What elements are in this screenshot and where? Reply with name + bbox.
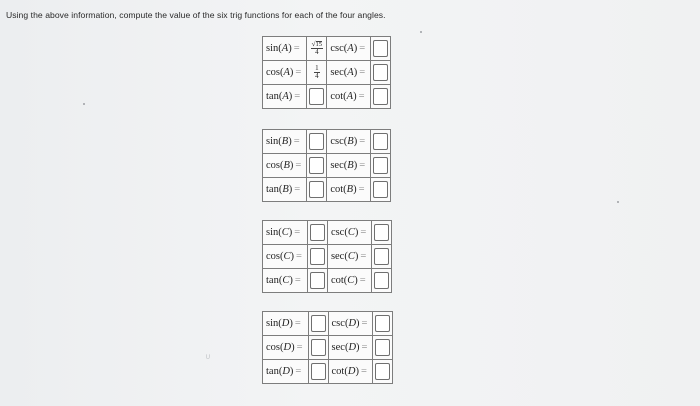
sec-function-name: sec	[330, 251, 345, 262]
cos-answer-input[interactable]	[311, 339, 326, 356]
tan-value-cell[interactable]	[307, 178, 327, 202]
sec-answer-input[interactable]	[373, 64, 388, 81]
table-row	[263, 245, 392, 269]
trig-table-angle-a	[262, 36, 391, 109]
sec-label-cell: sec(B) =	[327, 154, 371, 178]
cot-label-cell: cot(A) =	[327, 85, 371, 109]
tan-answer-input[interactable]	[310, 272, 325, 289]
cot-answer-input[interactable]	[375, 363, 390, 380]
sin-answer-input[interactable]	[311, 315, 326, 332]
cos-value-cell[interactable]	[308, 336, 328, 360]
sin-value-cell[interactable]	[307, 221, 327, 245]
background-mark	[83, 103, 85, 105]
sec-label-cell: sec(A) =	[327, 61, 371, 85]
cos-value-cell[interactable]	[307, 245, 327, 269]
angle-label: A	[346, 91, 354, 102]
cos-function-name: cos	[266, 251, 280, 262]
sin-value-cell[interactable]	[307, 130, 327, 154]
background-mark	[617, 201, 619, 203]
sec-function-name: sec	[331, 342, 345, 353]
angle-label: B	[281, 136, 289, 147]
sec-value-cell[interactable]	[371, 154, 391, 178]
cos-value-cell[interactable]	[307, 154, 327, 178]
angle-label: B	[347, 160, 354, 171]
angle-label: B	[347, 136, 354, 147]
sin-given-value	[311, 41, 323, 56]
tan-answer-input[interactable]	[309, 181, 324, 198]
sec-value-cell[interactable]	[372, 245, 392, 269]
cot-function-name: cot	[330, 91, 344, 102]
cot-answer-input[interactable]	[373, 88, 388, 105]
sec-function-name: sec	[330, 67, 344, 78]
table-row	[263, 312, 393, 336]
sec-answer-input[interactable]	[374, 248, 389, 265]
angle-label: D	[348, 342, 357, 353]
sec-answer-input[interactable]	[373, 157, 388, 174]
angle-label: B	[282, 184, 289, 195]
angle-label: A	[282, 91, 289, 102]
angle-label: D	[283, 342, 292, 353]
tan-function-name: tan	[266, 275, 279, 286]
instruction-text: Using the above information, compute the value of the six trig functions for each of the four angles.	[6, 10, 386, 20]
angle-label: A	[347, 67, 354, 78]
csc-value-cell[interactable]	[373, 312, 393, 336]
fraction-numerator: 1	[315, 64, 319, 72]
cos-answer-input[interactable]	[310, 248, 325, 265]
angle-label: C	[283, 251, 291, 262]
csc-function-name: csc	[330, 136, 344, 147]
csc-answer-input[interactable]	[375, 315, 390, 332]
radicand: 15	[315, 41, 323, 48]
csc-label-cell: csc(B) =	[327, 130, 371, 154]
table-row	[263, 221, 392, 245]
csc-value-cell[interactable]	[371, 130, 391, 154]
sin-label-cell: sin(A) =	[263, 37, 307, 61]
sin-value-cell	[307, 37, 327, 61]
csc-label-cell: csc(D) =	[328, 312, 373, 336]
fraction-numerator-sqrt: √ 15	[311, 40, 323, 48]
sin-answer-input[interactable]	[310, 224, 325, 241]
sin-function-name: sin	[266, 43, 279, 54]
table-row	[263, 269, 392, 293]
angle-label: C	[347, 251, 355, 262]
fraction-denominator: 4	[315, 48, 319, 56]
sec-label-cell: sec(C) =	[327, 245, 371, 269]
angle-label: C	[282, 275, 290, 286]
tan-value-cell[interactable]	[308, 360, 328, 384]
cot-function-name: cot	[330, 184, 344, 195]
angle-label: B	[346, 184, 354, 195]
cos-value-cell	[307, 61, 327, 85]
angle-label: D	[348, 318, 357, 329]
sec-value-cell[interactable]	[371, 61, 391, 85]
table-row	[263, 336, 393, 360]
table-row	[263, 61, 391, 85]
tan-label-cell: tan(C) =	[263, 269, 308, 293]
cos-label-cell: cos(C) =	[263, 245, 308, 269]
angle-label: A	[347, 43, 354, 54]
angle-label: C	[347, 227, 355, 238]
cot-value-cell[interactable]	[372, 269, 392, 293]
sec-function-name: sec	[330, 160, 344, 171]
angle-label: D	[347, 366, 356, 377]
csc-value-cell[interactable]	[372, 221, 392, 245]
cot-answer-input[interactable]	[373, 181, 388, 198]
csc-function-name: csc	[330, 43, 344, 54]
table-row	[263, 130, 391, 154]
cot-label-cell: cot(D) =	[328, 360, 373, 384]
tan-function-name: tan	[266, 366, 279, 377]
cos-label-cell: cos(D) =	[263, 336, 309, 360]
sin-function-name: sin	[266, 318, 279, 329]
sin-label-cell: sin(B) =	[263, 130, 307, 154]
cot-function-name: cot	[330, 275, 344, 286]
tan-function-name: tan	[266, 91, 279, 102]
angle-label: A	[283, 67, 290, 78]
sin-function-name: sin	[266, 136, 279, 147]
table-row	[263, 37, 391, 61]
angle-label: C	[281, 227, 289, 238]
background-mark: ∪	[205, 352, 211, 361]
table-row	[263, 360, 393, 384]
csc-label-cell: csc(A) =	[327, 37, 371, 61]
cos-function-name: cos	[266, 67, 280, 78]
tan-label-cell: tan(D) =	[263, 360, 309, 384]
table-row	[263, 85, 391, 109]
table-row	[263, 154, 391, 178]
cot-value-cell[interactable]	[371, 85, 391, 109]
tan-answer-input[interactable]	[309, 88, 324, 105]
trig-table-angle-d	[262, 311, 393, 384]
csc-label-cell: csc(C) =	[327, 221, 371, 245]
sec-answer-input[interactable]	[375, 339, 390, 356]
csc-answer-input[interactable]	[374, 224, 389, 241]
sin-function-name: sin	[266, 227, 279, 238]
angle-label: D	[281, 318, 290, 329]
background-mark	[420, 31, 422, 33]
cos-label-cell: cos(A) =	[263, 61, 307, 85]
tan-label-cell: tan(A) =	[263, 85, 307, 109]
cot-label-cell: cot(C) =	[327, 269, 371, 293]
csc-function-name: csc	[331, 318, 345, 329]
cot-value-cell[interactable]	[371, 178, 391, 202]
cot-function-name: cot	[331, 366, 345, 377]
sin-answer-input[interactable]	[309, 133, 324, 150]
tan-answer-input[interactable]	[311, 363, 326, 380]
sec-value-cell[interactable]	[373, 336, 393, 360]
cos-function-name: cos	[266, 342, 280, 353]
fraction-denominator: 4	[315, 72, 319, 80]
sin-label-cell: sin(D) =	[263, 312, 309, 336]
table-row	[263, 178, 391, 202]
csc-value-cell[interactable]	[371, 37, 391, 61]
cot-value-cell[interactable]	[373, 360, 393, 384]
trig-table-angle-c	[262, 220, 392, 293]
csc-answer-input[interactable]	[373, 133, 388, 150]
angle-label: B	[283, 160, 290, 171]
tan-function-name: tan	[266, 184, 279, 195]
angle-label: C	[347, 275, 355, 286]
angle-label: A	[281, 43, 289, 54]
sec-label-cell: sec(D) =	[328, 336, 373, 360]
tan-value-cell[interactable]	[307, 85, 327, 109]
tan-label-cell: tan(B) =	[263, 178, 307, 202]
cos-function-name: cos	[266, 160, 280, 171]
cot-label-cell: cot(B) =	[327, 178, 371, 202]
csc-answer-input[interactable]	[373, 40, 388, 57]
csc-function-name: csc	[330, 227, 345, 238]
cot-answer-input[interactable]	[374, 272, 389, 289]
cos-answer-input[interactable]	[309, 157, 324, 174]
trig-table-angle-b	[262, 129, 391, 202]
sin-label-cell: sin(C) =	[263, 221, 308, 245]
angle-label: D	[282, 366, 290, 377]
sin-value-cell[interactable]	[308, 312, 328, 336]
tan-value-cell[interactable]	[307, 269, 327, 293]
cos-given-value	[314, 65, 320, 80]
cos-label-cell: cos(B) =	[263, 154, 307, 178]
